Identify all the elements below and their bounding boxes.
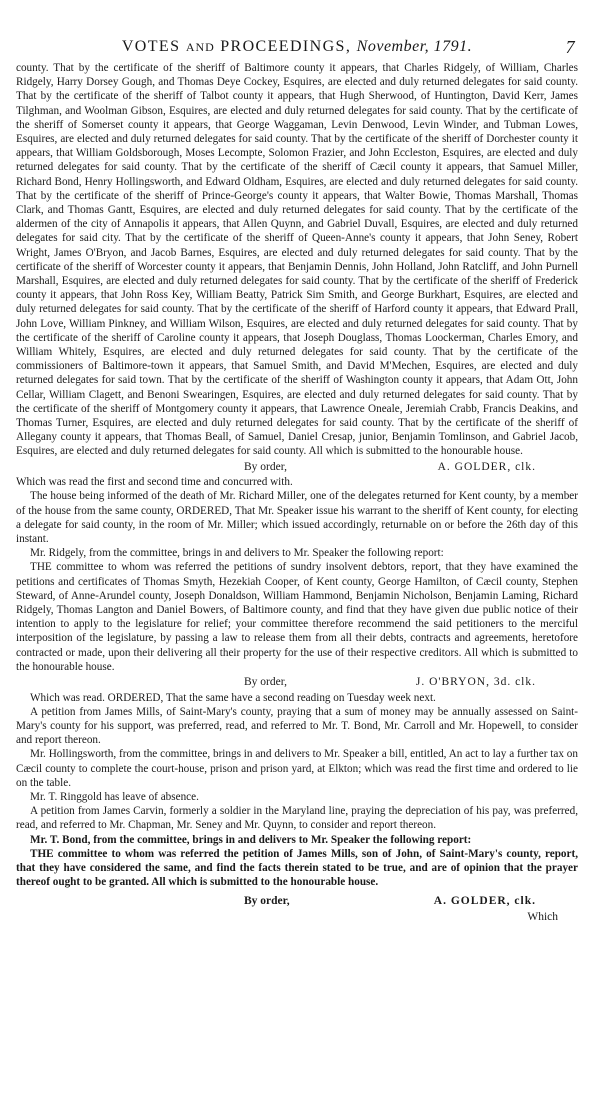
page-header (16, 34, 578, 60)
signature-by-order: By order, (244, 895, 290, 908)
paragraph-hollingsworth-bill: Mr. Hollingsworth, from the committee, brings in and delivers to Mr. Speaker a bill, entitled, An act to lay a further tax on Cæcil county to complete the court-house, prison and prison yard, at Elkton; which was read the first time and ordered to lie on the table. (16, 748, 578, 789)
signature-block-2 (16, 675, 578, 690)
paragraph-insolvent-debtors: THE committee to whom was referred the petitions of sundry insolvent debtors, report, that they have examined the petitions and certificates of Thomas Smyth, Hezekiah Cooper, of Kent county, George Hamilton, of Cæcil county, Stephen Steward, of Anne-Arundel county, Joseph Donaldson, William Hammond, Benjamin Nicholson, Benjamin Laming, Richard Ridgely, Thomas Langton and Daniel Bowers, of Baltimore county, and find that they have given due public notice of their intention to apply to the legislature for relief; your committee therefore recommend the said petitioners to the merciful interposition of the legislature, by passing a law to release them from all their debts, contracts and agreements, heretofore contracted or made, upon their delivering all their property for the use of their respective creditors. All which is submitted to the honourable house. (16, 561, 578, 673)
paragraph-mills-committee: THE committee to whom was referred the petition of James Mills, son of John, of Saint-Mary's county, report, that they have considered the same, and find the facts therein stated to be true, and are of opinion that the prayer thereof ought to be granted. All which is submitted to the honourable house. (16, 847, 578, 889)
signature-clerk-name: A. GOLDER, clk. (433, 895, 536, 908)
paragraph-ringgold-leave: Mr. T. Ringgold has leave of absence. (30, 790, 199, 803)
signature-clerk-name: J. O'BRYON, 3d. clk. (415, 676, 536, 689)
page-number: 7 (565, 37, 576, 57)
document-body (16, 61, 578, 924)
paragraph-second-reading: Which was read. ORDERED, That the same have a second reading on Tuesday week next. (30, 691, 436, 704)
paragraph-death-miller: The house being informed of the death of Mr. Richard Miller, one of the delegates returned for Kent county, by a member of the house from the same county, ORDERED, That Mr. Speaker issue his warrant to the sheriff of Kent county, for electing a delegate for said county, in the room of Mr. Miller; which issued accordingly, returnable on or before the 26th day of this instant. (16, 490, 578, 545)
signature-by-order: By order, (244, 676, 287, 689)
paragraph-certificates: county. That by the certificate of the sheriff of Baltimore county it appears, that Charles Ridgely, of William, Charles Ridgely, Harry Dorsey Gough, and Thomas Deye Cockey, Esquires, are elected and duly returned delegates for said county. That by the certificate of the sheriff of Talbot county it appears, that Hugh Sherwood, of Huntington, David Kerr, James Tilghman, and Woolman Gibson, Esquires, are elected and duly returned delegates for said county. That by the certificate of the sheriff of Somerset county it appears, that George Waggaman, Levin Denwood, Levin Winder, and Tubman Lowes, Esquires, are elected and duly returned delegates for said county. That by the certificate of the sheriff of Dorchester county it appears, that William Goldsborough, Moses Lecompte, Solomon Frazier, and John Eccleston, Esquires, are elected and duly returned delegates for said county. That by the certificate of the sheriff of Cæcil county it appears, that Samuel Miller, Richard Bond, Henry Hollingsworth, and Edward Oldham, Esquires, are elected and duly returned delegates for said county. That by the certificate of the sheriff of Prince-George's county it appears, that Walter Bowie, Thomas Marshall, Thomas Clark, and Thomas Gantt, Esquires, are elected and duly returned delegates for said county. That by the certificate of the aldermen of the city of Annapolis it appears, that Allen Quynn, and Gabriel Duvall, Esquires, are elected and duly returned delegates for said city. That by the certificate of the sheriff of Queen-Anne's county it appears, that John Seney, Robert Wright, James O'Bryon, and Jacob Barnes, Esquires, are elected and duly returned delegates for said county. That by the certificate of the sheriff of Worcester county it appears, that Benjamin Dennis, John Holland, John Ratcliff, and John Purnell Marshall, Esquires, are elected and duly returned delegates for said county. That by the certificate of the sheriff of Frederick county it appears, that John Ross Key, William Beatty, Patrick Sim Smith, and George Burkhart, Esquires, are elected and duly returned delegates for said county. That by the certificate of the sheriff of Harford county it appears, that Edward Prall, John Love, William Pinkney, and William Wilson, Esquires, are elected and duly returned delegates for said county. That by the certificate of the sheriff of Caroline county it appears, that Joseph Douglass, Thomas Loockerman, Charles Emory, and William Whitely, Esquires, are elected and duly returned delegates for said county. That by the certificate of the commissioners of Baltimore-town it appears, that Samuel Smith, and David M'Mechen, Esquires, are elected and duly returned delegates for said town. That by the certificate of the sheriff of Washington county it appears, that Adam Ott, John Cellar, William Clagett, and Benoni Swearingen, Esquires, are elected and duly returned delegates for said county. That by the certificate of the sheriff of Montgomery county it appears, that Lawrence Oneale, Jeremiah Crabb, Francis Deakins, and Thomas Turner, Esquires, are elected and duly returned delegates for said county. That by the certificate of the sheriff of Allegany county it appears, that Thomas Beall, of Samuel, Daniel Cresap, junior, Benjamin Tomlinson, and Gabriel Jacob, Esquires, are elected and duly returned delegates for said county. All which is submitted to the honourable house. (16, 62, 578, 458)
paragraph-petition-mills: A petition from James Mills, of Saint-Mary's county, praying that a sum of money may be annually assessed on Saint-Mary's county for his support, was preferred, read, and referred to Mr. T. Bond, Mr. Carroll and Mr. Hopewell, to consider and report thereon. (16, 705, 578, 747)
header-title-proceedings: PROCEEDINGS, (220, 38, 352, 55)
paragraph-petition-carvin: A petition from James Carvin, formerly a soldier in the Maryland line, praying the depreciation of his pay, was preferred, read, and referred to Mr. Chapman, Mr. Seney and Mr. Quynn, to consider and report thereon. (16, 805, 578, 832)
catchword-line (16, 910, 578, 924)
signature-by-order: By order, (244, 460, 287, 473)
catchword: Which (527, 910, 558, 923)
header-date: November, 1791. (356, 38, 473, 55)
signature-block-1 (16, 460, 578, 475)
paragraph-ridgely-report: Mr. Ridgely, from the committee, brings in and delivers to Mr. Speaker the following report: (30, 547, 444, 560)
paragraph-read-concurred: Which was read the first and second time and concurred with. (16, 476, 293, 489)
header-title-votes: VOTES (121, 38, 181, 55)
signature-block-3 (16, 894, 578, 909)
header-title-and: AND (185, 40, 215, 54)
paragraph-bond-report: Mr. T. Bond, from the committee, brings in and delivers to Mr. Speaker the following report: (30, 833, 472, 846)
signature-clerk-name: A. GOLDER, clk. (437, 460, 536, 473)
